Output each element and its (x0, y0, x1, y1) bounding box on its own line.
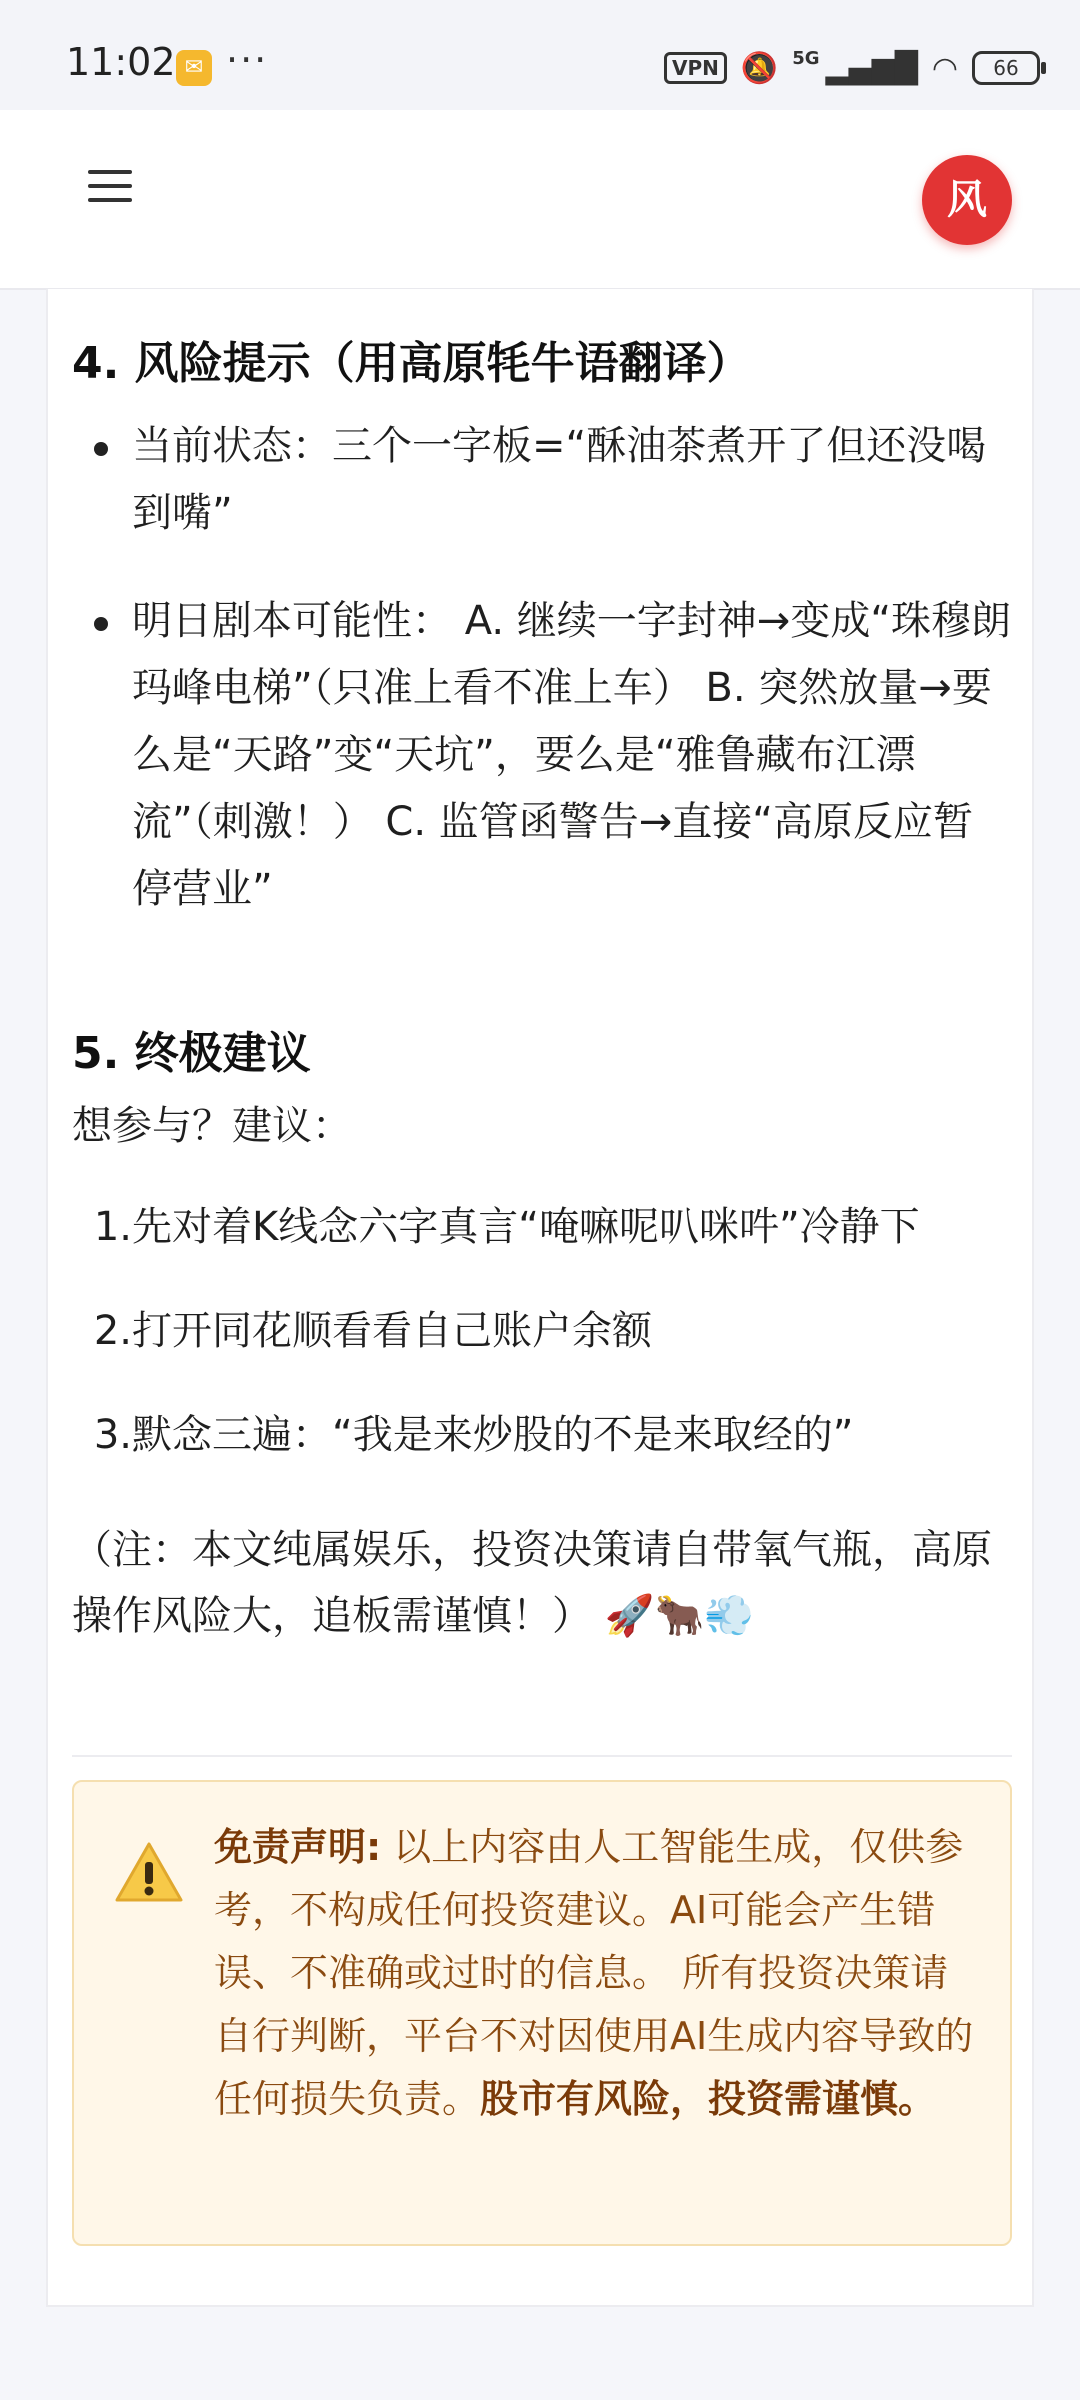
status-time: 11:02 (66, 40, 176, 84)
list-item: 3.默念三遍：“我是来炒股的不是来取经的” (93, 1412, 854, 1458)
avatar[interactable]: 风 (922, 155, 1012, 245)
mail-icon: ✉ (176, 50, 212, 86)
disclaimer-label: 免责声明: (214, 1825, 382, 1869)
entertainment-note: （注：本文纯属娱乐，投资决策请自带氧气瓶，高原操作风险大，追板需谨慎！） 🚀🐂💨 (72, 1527, 992, 1639)
disclaimer-body: 以上内容由人工智能生成，仅供参考，不构成任何投资建议。AI可能会产生错误、不准确或过时的信息。 所有投资决策请自行判断，平台不对因使用AI生成内容导致的任何损失负责。 (214, 1825, 974, 2121)
message-card (46, 289, 1034, 2307)
list-item: 当前状态：三个一字板=“酥油茶煮开了但还没喝到嘴” (72, 413, 1012, 547)
section-5-title: 5. 终极建议 (72, 1028, 311, 1079)
top-navbar (0, 110, 1080, 290)
status-icons (664, 46, 1040, 90)
vpn-icon: VPN (664, 52, 727, 84)
section-4-title: 4. 风险提示（用高原牦牛语翻译） (72, 338, 751, 389)
disclaimer-emphasis: 股市有风险，投资需谨慎。 (480, 2077, 937, 2121)
advice-steps (72, 1194, 1012, 1506)
hamburger-icon[interactable] (88, 170, 132, 214)
status-bar (0, 0, 1080, 110)
mute-icon: 🔕 (740, 50, 779, 86)
disclaimer-box (72, 1780, 1012, 2246)
risk-bullets (72, 413, 1012, 923)
wifi-icon: ◠ (931, 50, 958, 86)
list-item: 明日剧本可能性： A. 继续一字封神→变成“珠穆朗玛峰电梯”（只准上看不准上车） B. 突然放量→要么是“天路”变“天坑”，要么是“雅鲁藏布江漂流”（刺激！） C. 监管函警告→直接“高原反应暂停营业” (72, 588, 1012, 923)
divider (72, 1755, 1012, 1757)
list-item: 2.打开同花顺看看自己账户余额 (93, 1308, 652, 1354)
signal-icon: ▂▄▆█ (825, 50, 918, 86)
more-icon: ··· (226, 38, 269, 82)
battery-icon: 66 (972, 51, 1040, 85)
list-item: 1.先对着K线念六字真言“唵嘛呢叭咪吽”冷静下 (93, 1204, 920, 1250)
disclaimer-text (214, 1816, 974, 2131)
warning-icon (114, 1840, 184, 1904)
network-type: 5G (792, 47, 820, 69)
section-5-intro: 想参与？建议： (72, 1103, 352, 1149)
